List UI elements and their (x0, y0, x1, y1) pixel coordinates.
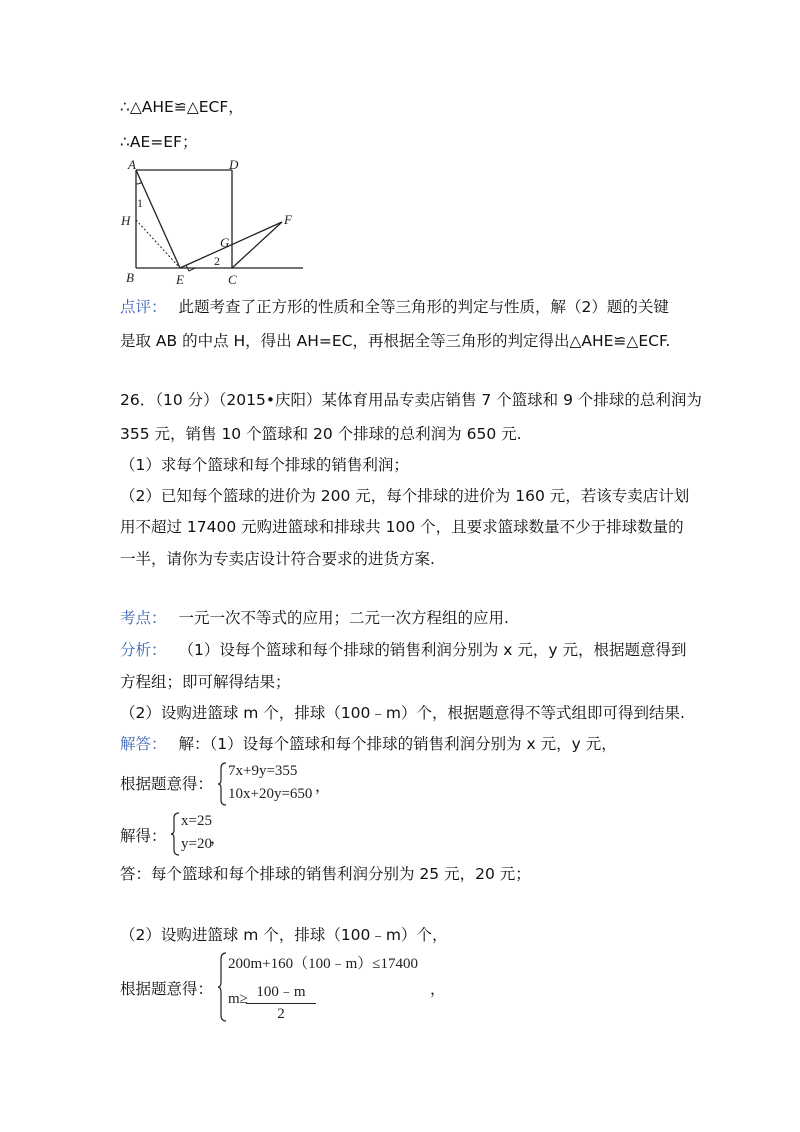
angle-1-arc (136, 182, 142, 184)
fenxi-line-3: （2）设购进篮球 m 个，排球（100﹣m）个，根据题意得不等式组即可得到结果. (120, 704, 685, 722)
comment-line-1 (120, 297, 669, 317)
problem-26-q1: （1）求每个篮球和每个排球的销售利润； (120, 456, 409, 474)
brace-3 (218, 952, 228, 1022)
label-g: G (220, 235, 230, 250)
solved-label: 解得： (120, 827, 167, 845)
kaodian-text: 一元一次不等式的应用；二元一次方程组的应用. (178, 609, 509, 627)
label-b: B (126, 270, 134, 285)
problem-26-line-2: 355 元，销售 10 个篮球和 20 个排球的总利润为 650 元. (120, 425, 522, 443)
fraction-bar (246, 1003, 316, 1004)
segment-ef (180, 222, 282, 268)
label-c: C (228, 272, 237, 287)
problem-26-q2-line-2: 用不超过 17400 元购进篮球和排球共 100 个，且要求篮球数量不少于排球数量的 (120, 518, 684, 536)
according-2: 根据题意得： (120, 980, 214, 998)
jieda-line-1 (120, 734, 617, 754)
jieda-label: 解答： (120, 735, 167, 753)
label-a: A (128, 158, 136, 172)
jieda-text-1: 解：（1）设每个篮球和每个排球的销售利润分别为 x 元，y 元， (178, 735, 617, 753)
fenxi-line-2: 方程组；即可解得结果； (120, 673, 291, 691)
comment-label: 点评： (120, 298, 167, 316)
segment-he (136, 220, 180, 268)
label-e: E (176, 272, 184, 287)
fenxi-label: 分析： (120, 641, 167, 659)
segment-cf (232, 222, 282, 268)
label-f: F (284, 212, 292, 227)
fenxi-text-1: （1）设每个篮球和每个排球的销售利润分别为 x 元，y 元，根据题意得到 (178, 641, 687, 659)
kaodian-line (120, 608, 509, 628)
eq-1: 7x+9y=355 (228, 763, 298, 779)
answer-line: 答：每个篮球和每个排球的销售利润分别为 25 元，20 元； (120, 865, 531, 883)
problem-26-q2-line-3: 一半，请你为专卖店设计符合要求的进货方案. (120, 550, 435, 568)
kaodian-label: 考点： (120, 609, 167, 627)
eq-2: 10x+20y=650 (228, 786, 313, 802)
comma-1: ， (315, 777, 331, 795)
comment-text-1: 此题考查了正方形的性质和全等三角形的判定与性质，解（2）题的关键 (178, 298, 669, 316)
sol-2: y=20 (181, 836, 212, 852)
ineq-2-left: m≥ (228, 991, 248, 1007)
fenxi-line-1 (120, 640, 687, 660)
sol-1: x=25 (181, 813, 212, 829)
brace-2 (171, 812, 181, 856)
segment-ae (136, 170, 180, 268)
geometry-figure (118, 158, 308, 288)
proof-line-1: ∴△AHE≌△ECF， (120, 98, 244, 116)
comma-2: ， (210, 829, 226, 847)
label-1: 1 (137, 196, 143, 210)
comment-line-2: 是取 AB 的中点 H，得出 AH=EC，再根据全等三角形的判定得出△AHE≌△ECF. (120, 332, 671, 350)
brace-1 (218, 762, 228, 806)
fraction-denominator: 2 (277, 1006, 285, 1022)
according-1: 根据题意得： (120, 775, 214, 793)
comma-3: ， (430, 980, 446, 998)
fraction-numerator: 100﹣m (256, 984, 306, 1000)
ineq-1: 200m+160（100﹣m）≤17400 (228, 956, 419, 972)
problem-26-line-1: 26．（10 分）（2015•庆阳）某体育用品专卖店销售 7 个篮球和 9 个排球的总利润为 (120, 391, 702, 409)
fraction (246, 980, 316, 1023)
label-2: 2 (214, 254, 220, 268)
part-2-line: （2）设购进篮球 m 个，排球（100﹣m）个， (120, 926, 448, 944)
label-d: D (229, 158, 239, 172)
label-h: H (121, 213, 131, 228)
proof-line-2: ∴AE=EF； (120, 133, 198, 151)
problem-26-q2-line-1: （2）已知每个篮球的进价为 200 元，每个排球的进价为 160 元，若该专卖店计划 (120, 487, 690, 505)
